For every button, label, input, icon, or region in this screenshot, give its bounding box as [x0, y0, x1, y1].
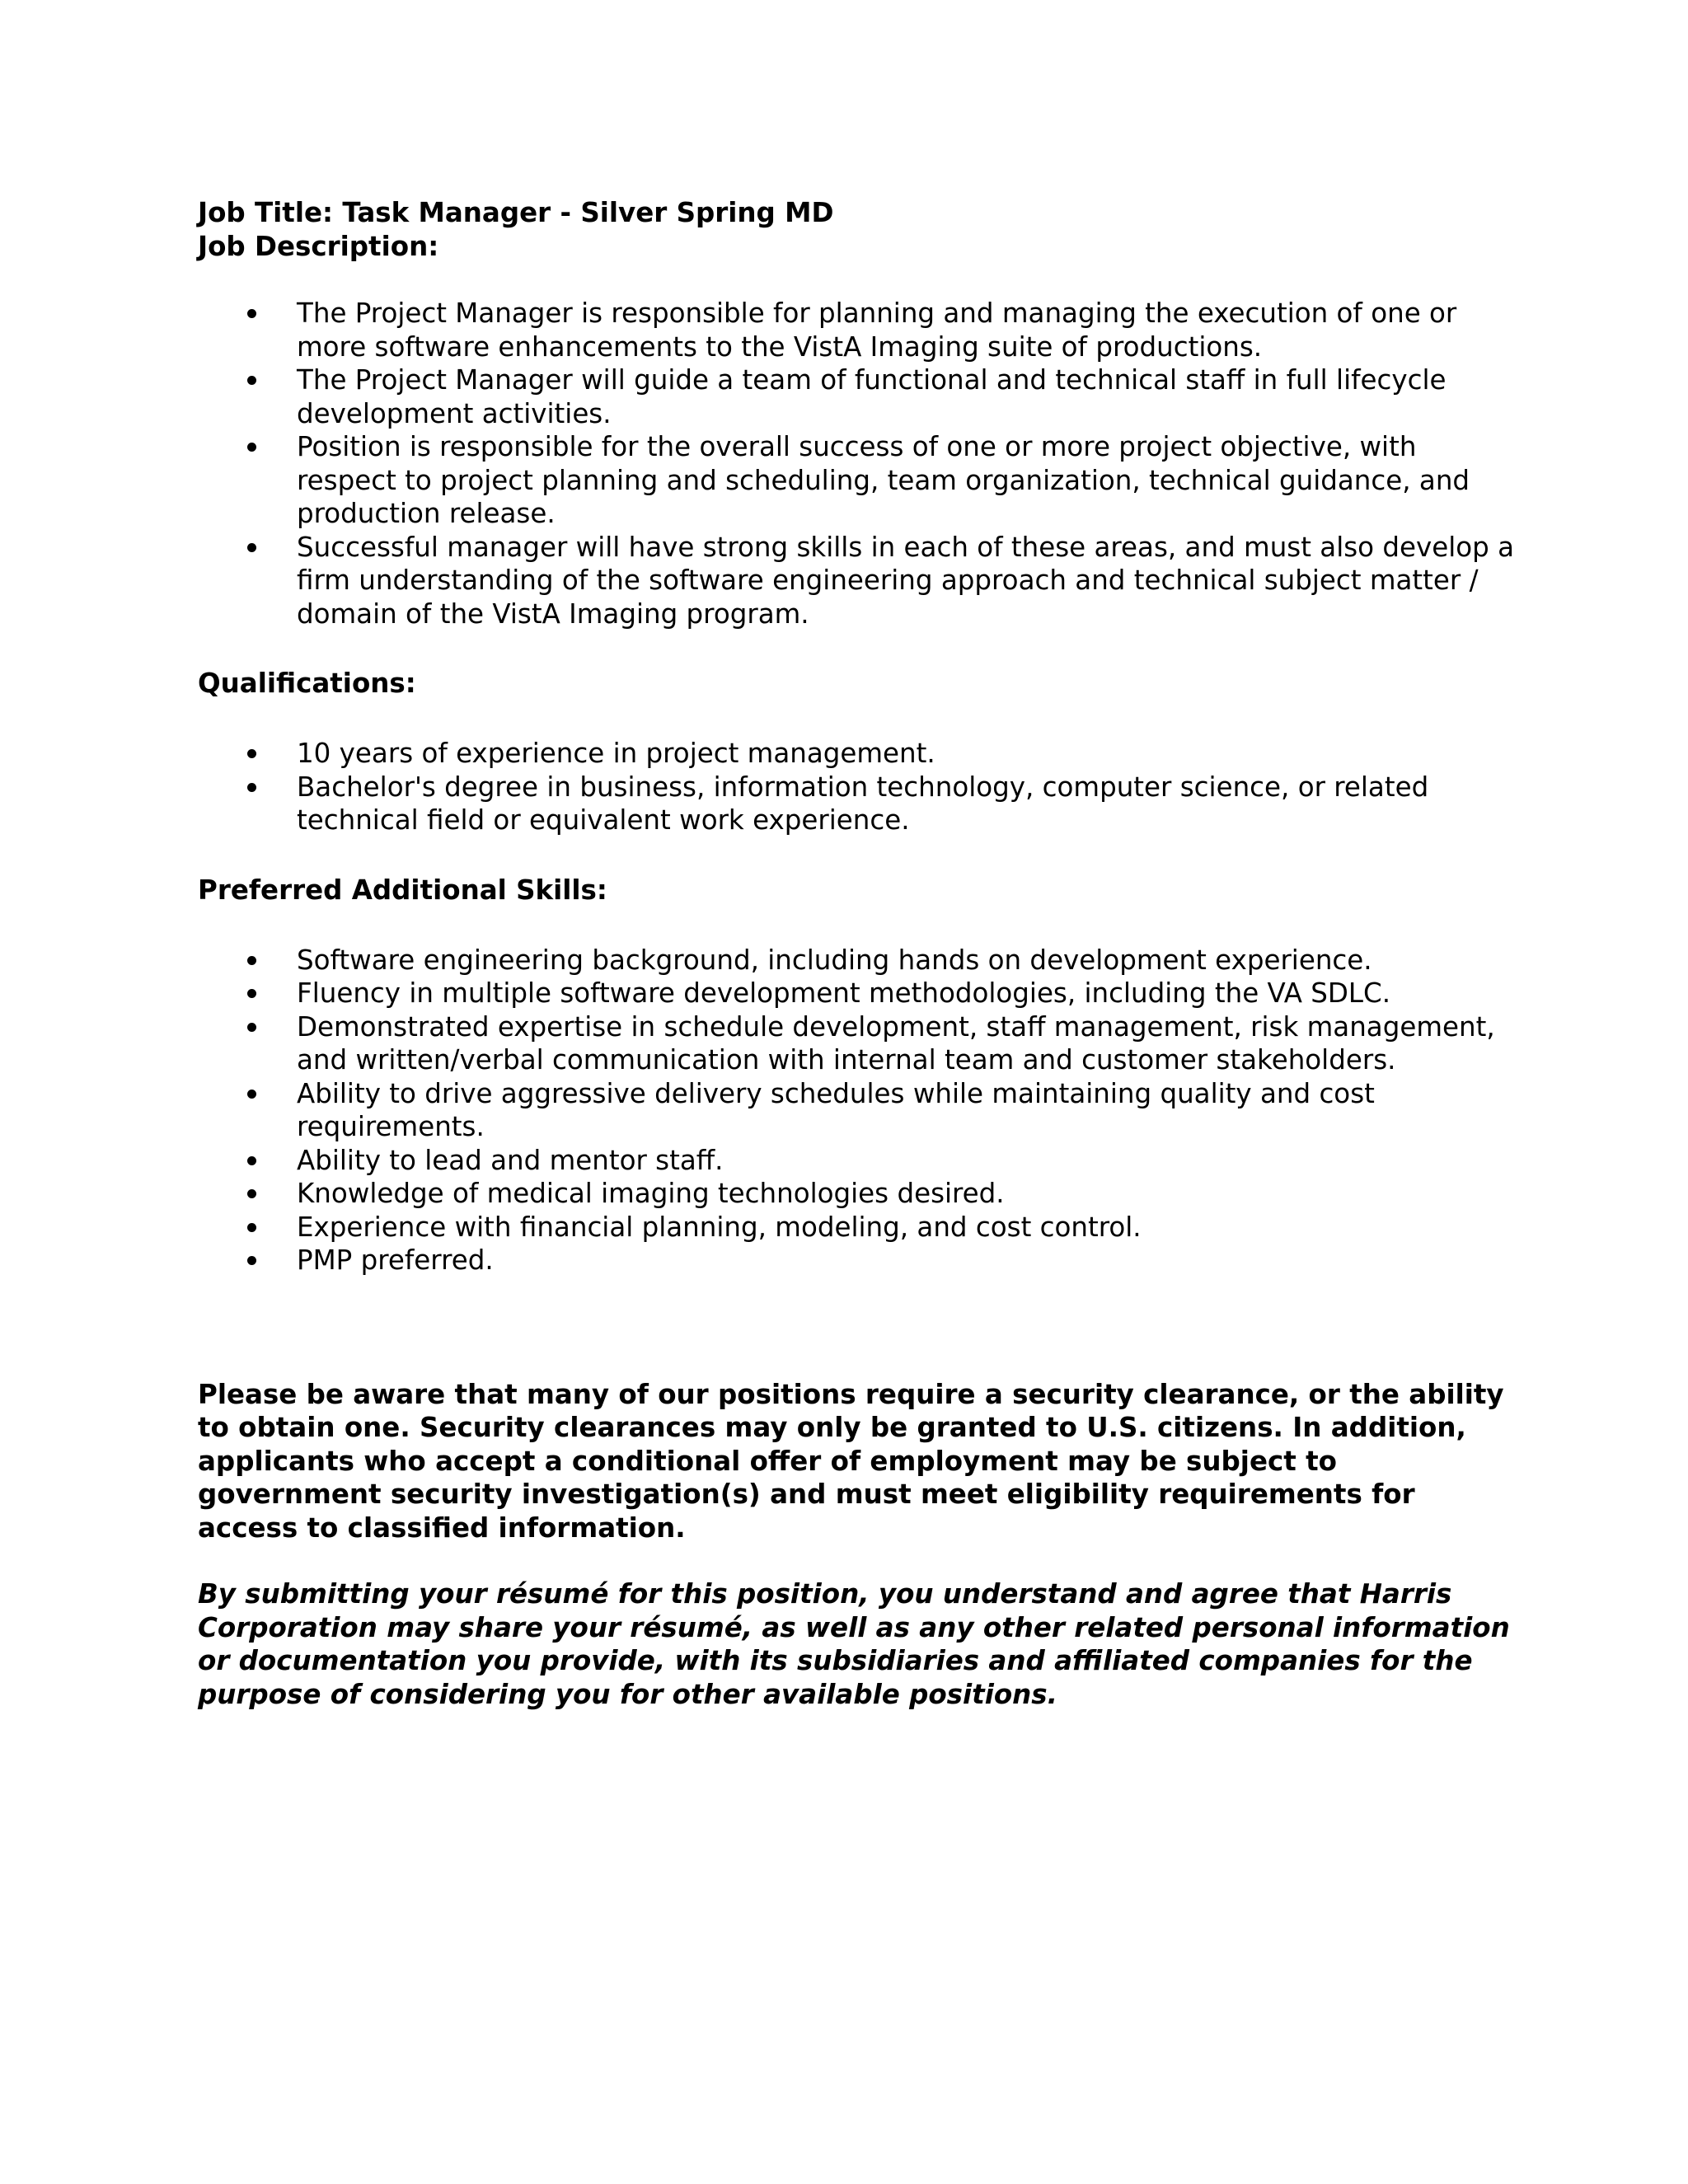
list-item: [198, 944, 1517, 977]
security-clearance-notice: Please be aware that many of our positions require a security clearance, or the ability to obtain one. Security clearances may only be granted to U.S. citizens. In addition, applicants who accept a conditional offer of employment may be subject to government security investigation(s) and must meet eligibility requirements for access to classified information.: [198, 1378, 1504, 1544]
list-item-text: Position is responsible for the overall success of one or more project objective, with respect to project planning and scheduling, team organization, technical guidance, and production release.: [297, 431, 1470, 529]
list-item: [198, 430, 1517, 531]
qualifications-heading: Qualifications:: [198, 668, 416, 699]
bullet-icon: [247, 1156, 256, 1165]
list-item-text: Software engineering background, including hands on development experience.: [297, 944, 1372, 976]
qualifications-list: [198, 737, 1517, 837]
bullet-icon: [247, 1223, 256, 1232]
list-item-text: Ability to lead and mentor staff.: [297, 1144, 724, 1176]
list-item: [198, 1211, 1517, 1244]
list-item: [198, 1144, 1517, 1178]
list-item: [198, 1010, 1517, 1077]
job-description-list: [198, 297, 1517, 630]
bullet-icon: [247, 309, 256, 318]
bullet-icon: [247, 1256, 256, 1265]
list-item: [198, 1244, 1517, 1277]
job-title: Job Title: Task Manager - Silver Spring MD: [198, 197, 834, 228]
bullet-icon: [247, 1189, 256, 1198]
list-item-text: 10 years of experience in project management.: [297, 738, 935, 769]
bullet-icon: [247, 1023, 256, 1032]
list-item: [198, 737, 1517, 771]
bullet-icon: [247, 783, 256, 792]
bullet-icon: [247, 989, 256, 998]
list-item-text: Fluency in multiple software development methodologies, including the VA SDLC.: [297, 977, 1391, 1009]
list-item: [198, 1177, 1517, 1211]
job-description-heading: Job Description:: [198, 231, 439, 262]
list-item-text: Ability to drive aggressive delivery schedules while maintaining quality and cost requirements.: [297, 1077, 1375, 1142]
bullet-icon: [247, 1090, 256, 1099]
list-item-text: Demonstrated expertise in schedule development, staff management, risk management, and written/verbal communication with internal team and customer stakeholders.: [297, 1010, 1495, 1076]
list-item-text: Bachelor's degree in business, information technology, computer science, or related technical field or equivalent work experience.: [297, 771, 1429, 836]
list-item: [198, 363, 1517, 430]
list-item-text: PMP preferred.: [297, 1244, 494, 1276]
bullet-icon: [247, 376, 256, 385]
preferred-skills-heading: Preferred Additional Skills:: [198, 874, 607, 906]
bullet-icon: [247, 749, 256, 758]
list-item: [198, 297, 1517, 363]
document-page: [198, 196, 1517, 1711]
list-item-text: The Project Manager is responsible for planning and managing the execution of one or more software enhancements to the VistA Imaging suite of productions.: [297, 298, 1457, 363]
list-item: [198, 977, 1517, 1010]
list-item-text: Successful manager will have strong skills in each of these areas, and must also develop a firm understanding of the software engineering approach and technical subject matter / domain of the VistA Imaging program.: [297, 531, 1515, 630]
list-item: [198, 1077, 1517, 1144]
preferred-skills-list: [198, 944, 1517, 1277]
list-item: [198, 531, 1517, 631]
list-item: [198, 771, 1517, 837]
list-item-text: Knowledge of medical imaging technologies desired.: [297, 1178, 1005, 1209]
list-item-text: The Project Manager will guide a team of functional and technical staff in full lifecycle development activities.: [297, 364, 1447, 429]
list-item-text: Experience with financial planning, modeling, and cost control.: [297, 1211, 1142, 1243]
bullet-icon: [247, 543, 256, 552]
resume-sharing-disclaimer: By submitting your résumé for this position, you understand and agree that Harris Corporation may share your résumé, as well as any other related personal information or documentation you provide, with its subsidiaries and affiliated companies for the purpose of considering you for other available positions.: [198, 1578, 1510, 1710]
bullet-icon: [247, 956, 256, 965]
bullet-icon: [247, 443, 256, 452]
